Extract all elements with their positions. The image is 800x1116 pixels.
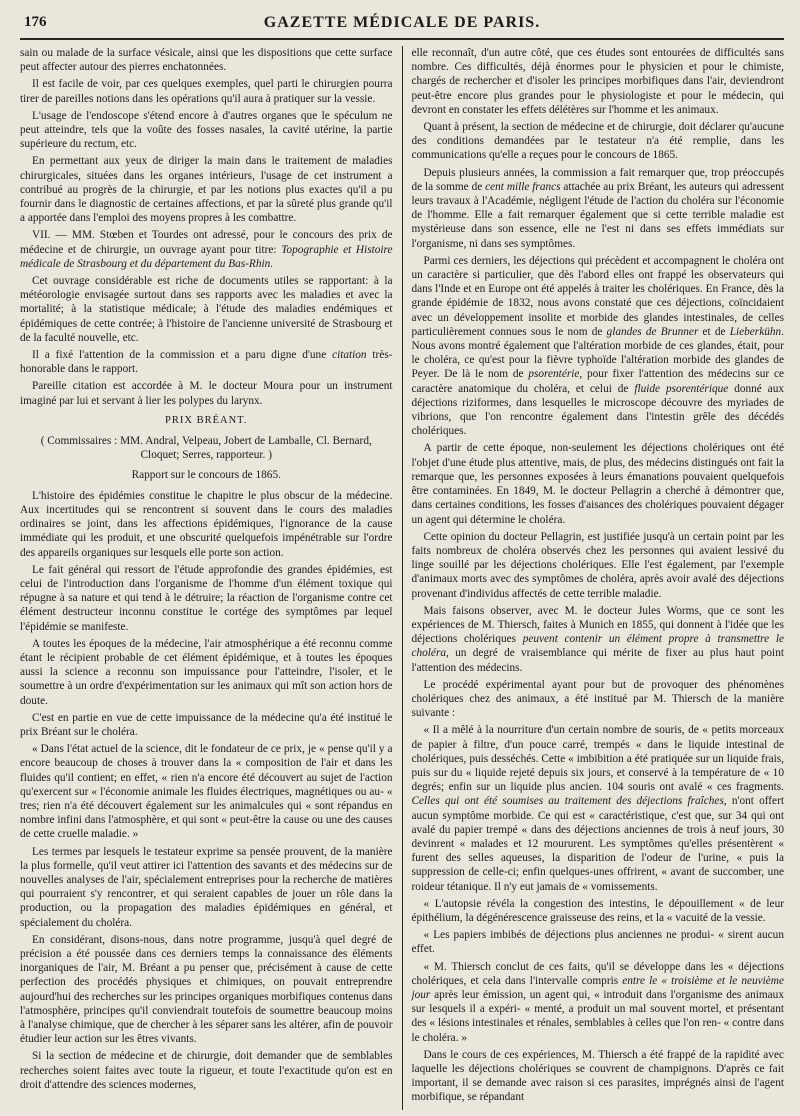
emphasis: Celles qui ont été soumises au traitement des déjections fraîches xyxy=(411,795,724,808)
paragraph: Le fait général qui ressort de l'étude approfondie des grandes épidémies, est celui de l'introduction dans l'organisme de l'homme d'un élément toxique qui répugne à sa nature et qui tend à le détruire; la réaction de l'organisme contre cet élément destructeur inconnu constitue le cortége des symptômes par lequel l'épidémie se manifeste. xyxy=(20,563,393,633)
paragraph: Les termes par lesquels le testateur exprime sa pensée prouvent, de la manière la plus formelle, qu'il veut attirer ici l'attention des savants et des médecins sur de nouvelles analyses de l'air, spécialement entreprises pour la recherche de matières qui pourraient s'y rencontrer, et qui seraient capables de jouer un rôle dans la production, ou la propagation des maladies épidémiques en général, et spécialement du choléra. xyxy=(20,845,393,929)
quotation: « Dans l'état actuel de la science, dit le fondateur de ce prix, je « pense qu'il y a encore beaucoup de choses à trouver dans la « composition de l'air et dans les fluides qu'il contient; en effet, « rien n'a encore été découvert au sujet de l'action qu'exercent sur « l'économie animale les fluides électriques, magnétiques ou au- « tres; rien n'a été découvert également sur les animalcules qui « sont répandus en nombre infini dans l'atmosphère, et qui sont « peut-être la cause ou une des causes de cette cruelle maladie. » xyxy=(20,743,393,841)
paragraph: A toutes les époques de la médecine, l'air atmosphérique a été reconnu comme étant le récipient probable de cet élément épidémique, et à toutes les époques aussi la science a reconnu son impuissance pour l'atteindre, l'isoler, et le soumettre à un ordre d'expérimentation sur les animaux qui mît son action hors de doute. xyxy=(20,637,393,707)
columns xyxy=(20,46,784,1110)
paragraph: A partir de cette époque, non-seulement les déjections cholériques ont été l'objet d'une étude plus attentive, mais, de plus, des médecins distingués ont fait la remarque que, les personnes exposées à leurs émanations pouvaient quelquefois être contaminées. En 1849, M. le docteur Pellagrin a cherché à démontrer que, dans certaines conditions, les fosses d'aisances des cholériques pouvaient dégager un agent qui détermine le choléra. xyxy=(411,442,784,526)
text-run: Depuis plusieurs années, la commission a fait remarquer que, trop préoccupés de la somme de xyxy=(411,166,784,193)
paragraph xyxy=(20,348,393,376)
text-run: attachée au prix Bréant, les auteurs qui adressent leurs travaux à l'Académie, négligent l'étude de l'action du choléra sur l'économie de l'homme. Elle a fait remarquer également que si cette terrible maladie est mystérieuse dans son essence, elle ne l'est ni dans ses effets immédiats sur l'organisme, ni dans ses symptômes. xyxy=(411,180,784,250)
page-number: 176 xyxy=(24,14,47,30)
paragraph: sain ou malade de la surface vésicale, ainsi que les dispositions que cette surface peut affecter autour des pierres enchatonnées. xyxy=(20,47,393,74)
text-run: et de xyxy=(702,325,726,338)
emphasis: cent mille francs xyxy=(485,180,561,193)
paragraph: Cette opinion du docteur Pellagrin, est justifiée jusqu'à un certain point par les faits nombreux de choléra observés chez les personnes qui avaient lessivé du linge souillé par les déjections cholériques. Elle l'est également, par l'exemple d'animaux morts avec des symptômes de choléra, après avoir avalé des déjections provenant d'individus affectés de cette terrible maladie. xyxy=(411,530,784,600)
text-run: donné aux déjections riziformes, dans lesquelles le microscope découvre des myriades de vibrions, que l'on rencontre également dans l'intestin grêle des décédés cholériques. xyxy=(411,382,784,438)
text-run: après leur émission, un agent qui, « introduit dans l'organisme des animaux sur lesquels il a expéri- « menté, a produit un mal souvent mortel, et présentant des « lésions intestinales et rénales, semblables à celles que l'on ren- « contre dans le choléra. » xyxy=(411,989,784,1044)
text-run: Parmi ces derniers, les déjections qui précèdent et accompagnent le choléra ont un caractère si particulier, que dès l'abord elles ont frappé les observateurs qui dans l'Inde et en Europe ont été appelés à traiter les cholériques. En France, dès la grande épidémie de 1832, nous avons constaté que ces déjections, coïncidaient avec un développement insolite et morbide des glandes intestinales, de celles particulièrement connues sous le nom de xyxy=(411,254,784,338)
paragraph-vii xyxy=(20,228,393,271)
emphasis: psorentérie xyxy=(528,368,580,381)
paragraph xyxy=(411,604,784,675)
paragraph: En permettant aux yeux de diriger la main dans le traitement de maladies chirurgicales, situées dans les organes intérieurs, l'usage de cet instrument a contribué au progrès de la chirurgie, et par les notions plus exactes qu'il a pu fournir dans le diagnostic de certaines affections, et par la sûreté plus grande qu'il a apportée dans l'emploi des moyens propres à les combattre. xyxy=(20,155,393,225)
text-run: VII. — MM. Stœben et Tourdes ont adressé, pour le concours des prix de médecine et de chirurgie, un ouvrage ayant pour titre: xyxy=(20,229,393,256)
section-heading: PRIX BRÉANT. xyxy=(165,414,248,426)
paragraph: Dans le cours de ces expériences, M. Thiersch a été frappé de la rapidité avec laquelle les déjections cholériques se couvrent de champignons. D'après ce fait important, il se demande avec raison si ces parasites, imprégnés ainsi de l'agent morbifique, se répandant xyxy=(411,1048,784,1104)
commissaires: ( Commissaires : MM. Andral, Velpeau, Jobert de Lamballe, Cl. Bernard, Cloquet; Serres, rapporteur. ) xyxy=(40,435,372,462)
paragraph: elle reconnaît, d'un autre côté, que ces études sont entourées de difficultés sans nombre. Ces difficultés, déjà énormes pour le physicien et pour le chimiste, chargés de rechercher et d'isoler les principes morbifiques dans l'air, deviendront peut-être encore plus grandes pour le physiologiste et pour le médecin, qui devront en constater les effets délétères sur l'homme et les animaux. xyxy=(411,47,784,116)
book-title: Topographie et Histoire médicale de Strasbourg et du département du Bas-Rhin. xyxy=(20,243,393,270)
emphasis: Lieberkühn xyxy=(729,325,782,338)
right-column xyxy=(411,46,784,1110)
left-column xyxy=(20,46,393,1110)
text-run: Il a fixé l'attention de la commission et a paru digne d'une xyxy=(32,349,327,362)
paragraph: Pareille citation est accordée à M. le docteur Moura pour un instrument imaginé par lui et servant à lier les polypes du larynx. xyxy=(20,380,393,407)
paragraph xyxy=(411,166,784,251)
paragraph: Quant à présent, la section de médecine et de chirurgie, doit déclarer qu'aucune des conditions demandées par le testateur n'a été remplie, dans les communications qu'elle a reçues pour le concours de 1865. xyxy=(411,121,784,162)
paragraph: L'histoire des épidémies constitue le chapitre le plus obscur de la médecine. Aux incertitudes qui se rencontrent si souvent dans le cours des maladies ordinaires se joint, dans les affections épidémiques, l'ignorance de la cause immédiate qui les produit, et une obscurité quelquefois impénétrable sur l'ordre des appareils organiques sur lesquels elle porte son action. xyxy=(20,489,393,559)
emphasis: fluide psorentérique xyxy=(634,382,729,395)
quotation: « L'autopsie révéla la congestion des intestins, le dépouillement « de leur épithélium, la dégénérescence graisseuse des reins, et la « vacuité de la vessie. xyxy=(411,897,784,924)
text-run: , n'ont offert aucun symptôme morbide. Ce qui est « caractéristique, c'est que, sur 34 qui ont avalé du papier trempé « dans des déjections anciennes de trois à neuf jours, 30 devinrent « malades et 12 moururent. Les symptômes qu'elles présentèrent « furent des selles aqueuses, la disparition de l'odeur de l'urine, « puis la suppression de celle-ci; enfin quelques-unes offrirent, « avant de succomber, une roideur tétanique. Il n'y eut jamais de « vomissements. xyxy=(411,795,784,893)
paragraph: Il est facile de voir, par ces quelques exemples, quel parti le chirurgien pourra tirer de pareilles notions dans les opérations qu'il aura à pratiquer sur la vessie. xyxy=(20,78,393,105)
text-run: Mais faisons observer, avec M. le docteur Jules Worms, que ce sont les expériences de M. Thiersch, faites à Munich en 1855, qui donnent à l'idée que les déjections cholériques xyxy=(411,604,784,646)
emphasis: glandes de Brunner xyxy=(606,325,699,338)
paragraph: L'usage de l'endoscope s'étend encore à d'autres organes que le spéculum ne peut atteindre, tels que la voûte des fosses nasales, la cavité utérine, la partie supérieure du rectum, etc. xyxy=(20,109,393,151)
emphasis: citation xyxy=(332,349,367,362)
page-header xyxy=(20,14,784,40)
paragraph: Le procédé expérimental ayant pour but de provoquer des phénomènes cholériques chez des animaux, a été institué par M. Thiersch de la manière suivante : xyxy=(411,678,784,720)
journal-title: GAZETTE MÉDICALE DE PARIS. xyxy=(263,14,541,31)
text-run: très-honorable dans le rapport. xyxy=(20,349,393,376)
text-run: « Il a mêlé à la nourriture d'un certain nombre de souris, de « petits morceaux de papier à filtre, d'un pouce carré, trempés « dans le liquide intestinal de cholériques, puis desséchés. Cette « imbibition a été pratiquée sur un liquide frais, puis sur du « liquide rejeté depuis six jours, et conservé à la température de « 10 degrés; enfin sur un liquide plus ancien. 104 souris ont avalé « ces fragments. xyxy=(411,724,784,794)
text-run: , pour fixer l'attention des médecins sur ce caractère anatomique du choléra, et celui de xyxy=(411,368,784,395)
emphasis: entre le « troisième et le neuvième jour xyxy=(411,974,784,1001)
column-divider xyxy=(402,46,403,1110)
paragraph: En considérant, disons-nous, dans notre programme, jusqu'à quel degré de précision a été poussée dans ces derniers temps la connaissance des éléments inorganiques de l'air, M. Bréant a pu penser que, précisément à cause de cette perfection des procédés physiques et chimiques, on pouvait entreprendre aujourd'hui des recherches sur les principes organiques morbifiques contenus dans l'atmosphère, principes qu'il conviendrait toutefois de soumettre beaucoup moins à l'analyse chimique, que de chercher à les séparer sans les altérer, afin de pouvoir étudier leur action sur les êtres vivants. xyxy=(20,933,393,1046)
text-run: , un degré de vraisemblance qui mérite de fixer au plus haut point l'attention des médecins. xyxy=(411,647,784,674)
text-run: « M. Thiersch conclut de ces faits, qu'il se développe dans les « déjections cholériques, et cela dans l'intervalle compris xyxy=(411,960,784,987)
quotation xyxy=(411,723,784,893)
text-run: . Nous avons montré également que l'altération morbide de ces glandes, était, pour le choléra, ce qu'est pour la fièvre typhoïde l'altération morbide des glandes de Peyer. De là le nom de xyxy=(411,325,784,381)
report-subtitle: Rapport sur le concours de 1865. xyxy=(131,469,281,482)
paragraph: Cet ouvrage considérable est riche de documents utiles se rapportant: à la météorologie envisagée surtout dans ses rapports avec les maladies et avec la mortalité; à la statistique médicale; à l'étude des maladies endémiques et épidémiques de cette contrée; à l'histoire de l'ancienne université de Strasbourg et de la faculté nouvelle, etc. xyxy=(20,275,393,344)
quotation: « Les papiers imbibés de déjections plus anciennes ne produi- « sirent aucun effet. xyxy=(411,929,784,956)
paragraph: Si la section de médecine et de chirurgie, doit demander que de semblables recherches soient faites avec toute la rigueur, et toute l'exactitude qu'on est en droit d'attendre des sciences modernes, xyxy=(20,1050,393,1091)
paragraph xyxy=(411,254,784,439)
paragraph: C'est en partie en vue de cette impuissance de la médecine qu'a été institué le prix Bréant sur le choléra. xyxy=(20,711,393,738)
emphasis: peuvent contenir un élément propre à transmettre le choléra xyxy=(411,633,784,660)
quotation xyxy=(411,960,784,1045)
